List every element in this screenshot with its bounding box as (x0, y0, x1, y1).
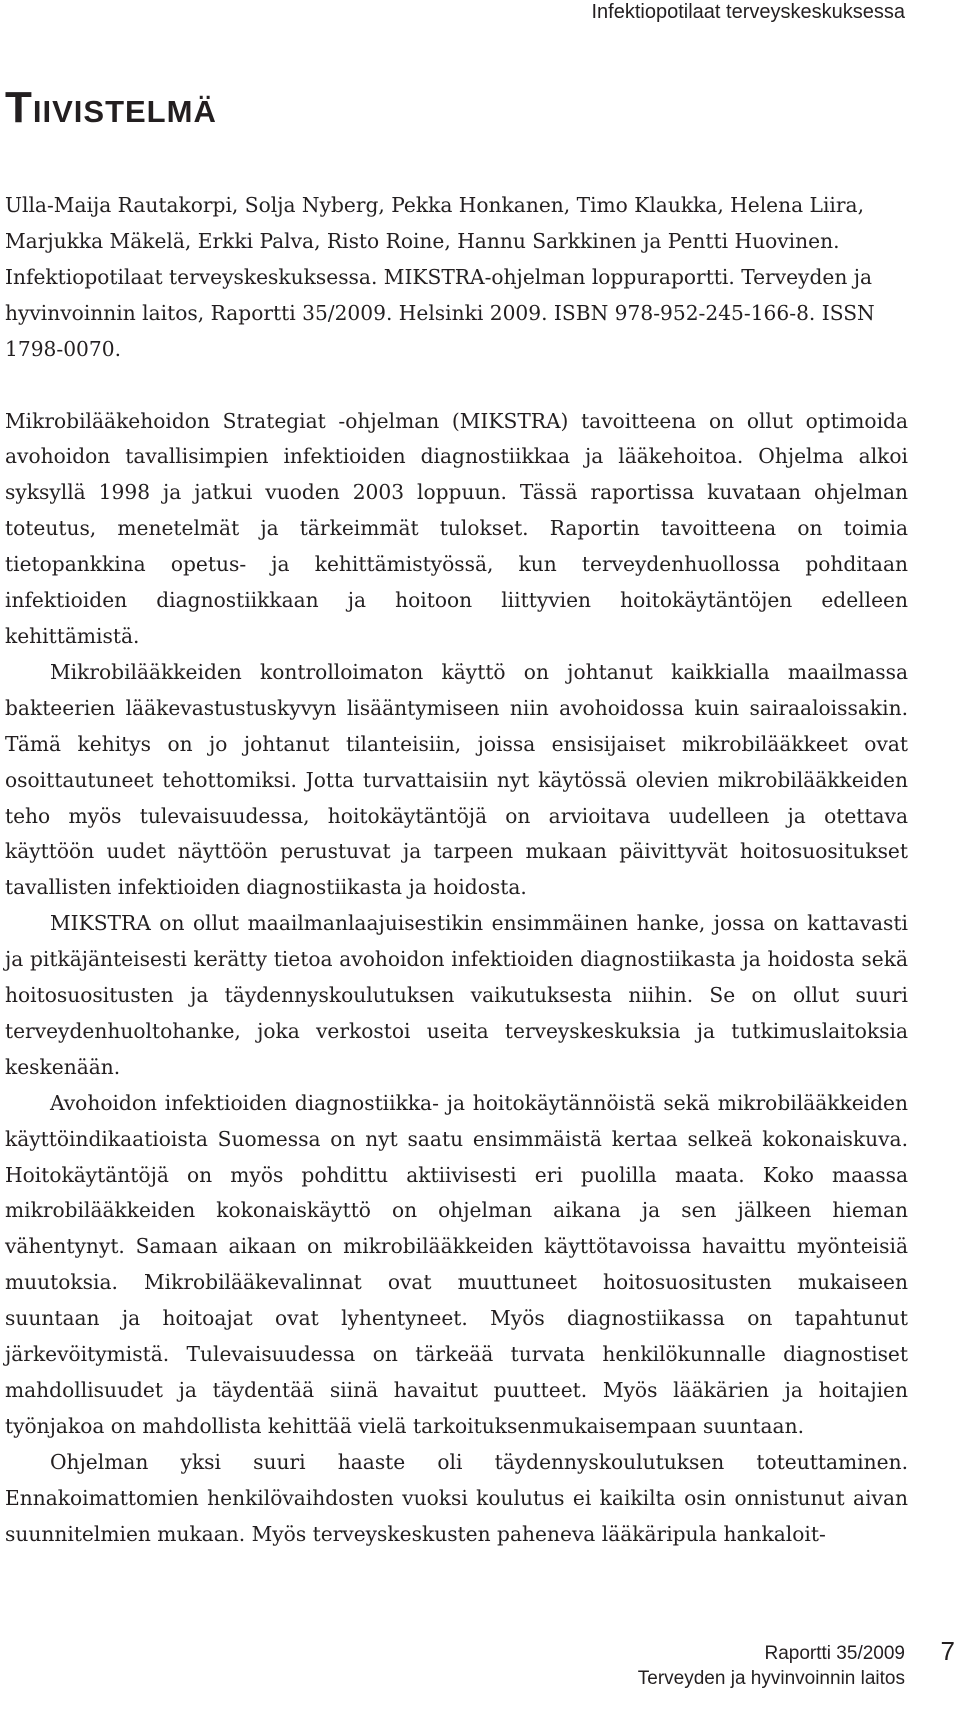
body-text (5, 188, 908, 1553)
paragraph-3: MIKSTRA on ollut maailmanlaajuisestikin ensimmäinen hanke, jossa on kattavasti ja pitkäjänteisesti kerätty tietoa avohoidon infektioiden diagnostiikasta ja hoidosta sekä hoitosuositusten ja täydennyskoulutuksen vaikutuksesta niihin. Se on ollut suuri terveydenhuoltohanke, joka verkostoi useita terveyskeskuksia ja tutkimuslaitoksia keskenään. (5, 911, 908, 1079)
running-header: Infektiopotilaat terveyskeskuksessa (591, 1, 905, 23)
page-title: Tiivistelmä (5, 83, 217, 132)
paragraph-1: Mikrobilääkehoidon Strategiat -ohjelman (MIKSTRA) tavoitteena on ollut optimoida avohoidon tavallisimpien infektioiden diagnostiikkaa ja lääkehoitoa. Ohjelma alkoi syksyllä 1998 ja jatkui vuoden 2003 loppuun. Tässä raportissa kuvataan ohjelman toteutus, menetelmät ja tärkeimmät tulokset. Raportin tavoitteena on toimia tietopankkina opetus- ja kehittämistyössä, kun terveydenhuollossa pohditaan infektioiden diagnostiikkaan ja hoitoon liittyvien hoitokäytäntöjen edelleen kehittämistä. (5, 408, 908, 648)
page-number: 7 (940, 1636, 955, 1666)
footer-report: Raportti 35/2009 (764, 1643, 905, 1664)
paragraph-4: Avohoidon infektioiden diagnostiikka- ja hoitokäytännöistä sekä mikrobilääkkeiden käyttöindikaatioista Suomessa on nyt saatu ensimmäistä kertaa selkeä kokonaiskuva. Hoitokäytäntöjä on myös pohdittu aktiivisesti eri puolilla maata. Koko maassa mikrobilääkkeiden kokonaiskäyttö on ohjelman aikana ja sen jälkeen hieman vähentynyt. Samaan aikaan on mikrobilääkkeiden käyttötavoissa havaittu myönteisiä muutoksia. Mikrobilääkevalinnat ovat muuttuneet hoitosuositusten mukaiseen suuntaan ja hoitoajat ovat lyhentyneet. Myös diagnostiikassa on tapahtunut järkevöitymistä. Tulevaisuudessa on tärkeää turvata henkilökunnalle diagnostiset mahdollisuudet ja täydentää siinä havaitut puutteet. Myös lääkärien ja hoitajien työnjakoa on mahdollista kehittää vielä tarkoituksenmukaisempaan suuntaan. (5, 1090, 908, 1438)
paragraph-5: Ohjelman yksi suuri haaste oli täydennyskoulutuksen toteuttaminen. Ennakoimattomien henkilövaihdosten vuoksi koulutus ei kaikilta osin onnistunut aivan suunnitelmien mukaan. Myös terveyskeskusten paheneva lääkäripula hankaloit- (5, 1449, 908, 1546)
citation: Ulla-Maija Rautakorpi, Solja Nyberg, Pekka Honkanen, Timo Klaukka, Helena Liira, Marjukka Mäkelä, Erkki Palva, Risto Roine, Hannu Sarkkinen ja Pentti Huovinen. Infektiopotilaat terveyskeskuksessa. MIKSTRA-ohjelman loppuraportti. Terveyden ja hyvinvoinnin laitos, Raportti 35/2009. Helsinki 2009. ISBN 978-952-245-166-8. ISSN 1798-0070. (5, 193, 875, 361)
paragraph-2: Mikrobilääkkeiden kontrolloimaton käyttö on johtanut kaikkialla maailmassa bakteerien lääkevastustuskyvyn lisääntymiseen niin avohoidossa kuin sairaaloissakin. Tämä kehitys on jo johtanut tilanteisiin, joissa ensisijaiset mikrobilääkkeet ovat osoittautuneet tehottomiksi. Jotta turvattaisiin nyt käytössä olevien mikrobilääkkeiden teho myös tulevaisuudessa, hoitokäytäntöjä on arvioitava uudelleen ja otettava käyttöön uudet näyttöön perustuvat ja tarpeen mukaan päivittyvät hoitosuositukset tavallisten infektioiden diagnostiikasta ja hoidosta. (5, 659, 908, 900)
footer-institute: Terveyden ja hyvinvoinnin laitos (637, 1668, 905, 1689)
footer (638, 1641, 905, 1691)
